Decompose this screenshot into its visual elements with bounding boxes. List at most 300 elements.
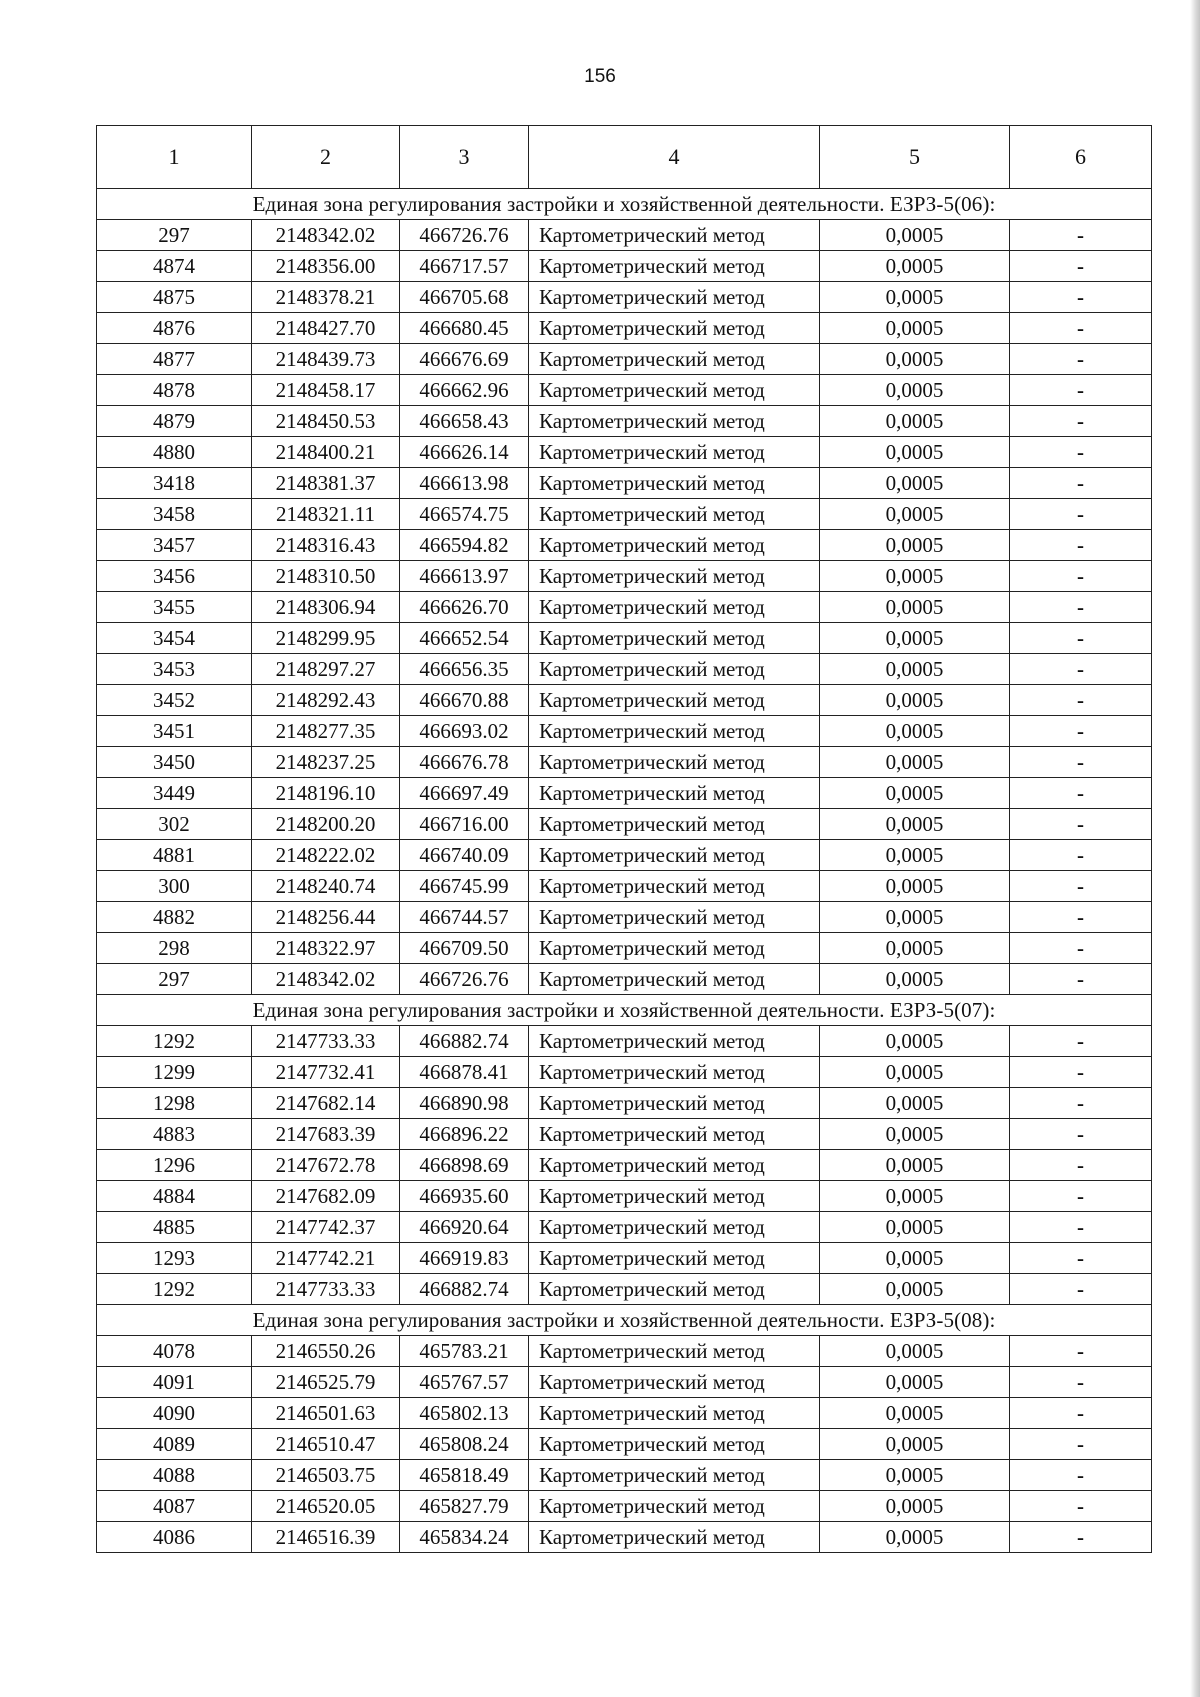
note-cell: - [1010, 406, 1152, 437]
table-row [97, 1181, 1152, 1212]
y-coordinate-cell: 466670.88 [400, 685, 529, 716]
table-row [97, 1429, 1152, 1460]
point-number-cell: 3451 [97, 716, 252, 747]
accuracy-cell: 0,0005 [820, 375, 1010, 406]
table-row [97, 251, 1152, 282]
table-row [97, 1243, 1152, 1274]
table-row [97, 530, 1152, 561]
y-coordinate-cell: 466716.00 [400, 809, 529, 840]
method-cell: Картометрический метод [529, 1398, 820, 1429]
x-coordinate-cell: 2146520.05 [252, 1491, 400, 1522]
x-coordinate-cell: 2147733.33 [252, 1274, 400, 1305]
table-row [97, 1522, 1152, 1553]
x-coordinate-cell: 2148299.95 [252, 623, 400, 654]
accuracy-cell: 0,0005 [820, 313, 1010, 344]
point-number-cell: 4879 [97, 406, 252, 437]
x-coordinate-cell: 2146501.63 [252, 1398, 400, 1429]
section-title-row [97, 995, 1152, 1026]
x-coordinate-cell: 2148310.50 [252, 561, 400, 592]
x-coordinate-cell: 2146525.79 [252, 1367, 400, 1398]
note-cell: - [1010, 1367, 1152, 1398]
point-number-cell: 1292 [97, 1274, 252, 1305]
table-row [97, 406, 1152, 437]
table-row [97, 1026, 1152, 1057]
x-coordinate-cell: 2146503.75 [252, 1460, 400, 1491]
method-cell: Картометрический метод [529, 1057, 820, 1088]
note-cell: - [1010, 654, 1152, 685]
header-cell-1: 1 [97, 126, 252, 189]
method-cell: Картометрический метод [529, 499, 820, 530]
x-coordinate-cell: 2147682.09 [252, 1181, 400, 1212]
table-row [97, 1460, 1152, 1491]
point-number-cell: 298 [97, 933, 252, 964]
y-coordinate-cell: 465827.79 [400, 1491, 529, 1522]
x-coordinate-cell: 2148240.74 [252, 871, 400, 902]
point-number-cell: 4088 [97, 1460, 252, 1491]
point-number-cell: 4089 [97, 1429, 252, 1460]
x-coordinate-cell: 2148237.25 [252, 747, 400, 778]
x-coordinate-cell: 2148322.97 [252, 933, 400, 964]
method-cell: Картометрический метод [529, 1119, 820, 1150]
x-coordinate-cell: 2148306.94 [252, 592, 400, 623]
accuracy-cell: 0,0005 [820, 654, 1010, 685]
table-row [97, 1336, 1152, 1367]
accuracy-cell: 0,0005 [820, 530, 1010, 561]
accuracy-cell: 0,0005 [820, 1181, 1010, 1212]
point-number-cell: 3418 [97, 468, 252, 499]
accuracy-cell: 0,0005 [820, 251, 1010, 282]
note-cell: - [1010, 685, 1152, 716]
table-row [97, 344, 1152, 375]
accuracy-cell: 0,0005 [820, 437, 1010, 468]
accuracy-cell: 0,0005 [820, 1398, 1010, 1429]
method-cell: Картометрический метод [529, 1212, 820, 1243]
table-body [97, 126, 1152, 1553]
accuracy-cell: 0,0005 [820, 871, 1010, 902]
note-cell: - [1010, 530, 1152, 561]
point-number-cell: 1298 [97, 1088, 252, 1119]
point-number-cell: 3450 [97, 747, 252, 778]
y-coordinate-cell: 466676.69 [400, 344, 529, 375]
method-cell: Картометрический метод [529, 840, 820, 871]
section-title: Единая зона регулирования застройки и хозяйственной деятельности. ЕЗРЗ-5(06): [97, 189, 1152, 220]
note-cell: - [1010, 623, 1152, 654]
accuracy-cell: 0,0005 [820, 1026, 1010, 1057]
accuracy-cell: 0,0005 [820, 1212, 1010, 1243]
y-coordinate-cell: 466626.14 [400, 437, 529, 468]
point-number-cell: 4877 [97, 344, 252, 375]
point-number-cell: 297 [97, 220, 252, 251]
table-row [97, 1212, 1152, 1243]
method-cell: Картометрический метод [529, 313, 820, 344]
header-cell-3: 3 [400, 126, 529, 189]
y-coordinate-cell: 466745.99 [400, 871, 529, 902]
point-number-cell: 3452 [97, 685, 252, 716]
y-coordinate-cell: 465818.49 [400, 1460, 529, 1491]
accuracy-cell: 0,0005 [820, 220, 1010, 251]
point-number-cell: 4091 [97, 1367, 252, 1398]
note-cell: - [1010, 220, 1152, 251]
x-coordinate-cell: 2148378.21 [252, 282, 400, 313]
note-cell: - [1010, 1398, 1152, 1429]
note-cell: - [1010, 1522, 1152, 1553]
note-cell: - [1010, 1336, 1152, 1367]
table-row [97, 437, 1152, 468]
point-number-cell: 3449 [97, 778, 252, 809]
note-cell: - [1010, 1057, 1152, 1088]
note-cell: - [1010, 902, 1152, 933]
accuracy-cell: 0,0005 [820, 1057, 1010, 1088]
y-coordinate-cell: 466920.64 [400, 1212, 529, 1243]
point-number-cell: 3457 [97, 530, 252, 561]
point-number-cell: 3455 [97, 592, 252, 623]
note-cell: - [1010, 1274, 1152, 1305]
point-number-cell: 3453 [97, 654, 252, 685]
point-number-cell: 4874 [97, 251, 252, 282]
accuracy-cell: 0,0005 [820, 778, 1010, 809]
note-cell: - [1010, 1491, 1152, 1522]
method-cell: Картометрический метод [529, 344, 820, 375]
y-coordinate-cell: 465783.21 [400, 1336, 529, 1367]
point-number-cell: 1299 [97, 1057, 252, 1088]
y-coordinate-cell: 466935.60 [400, 1181, 529, 1212]
y-coordinate-cell: 465802.13 [400, 1398, 529, 1429]
point-number-cell: 300 [97, 871, 252, 902]
point-number-cell: 4086 [97, 1522, 252, 1553]
point-number-cell: 4884 [97, 1181, 252, 1212]
accuracy-cell: 0,0005 [820, 1088, 1010, 1119]
method-cell: Картометрический метод [529, 282, 820, 313]
y-coordinate-cell: 466740.09 [400, 840, 529, 871]
accuracy-cell: 0,0005 [820, 1460, 1010, 1491]
table-row [97, 1150, 1152, 1181]
section-title-row [97, 1305, 1152, 1336]
point-number-cell: 4885 [97, 1212, 252, 1243]
header-cell-5: 5 [820, 126, 1010, 189]
point-number-cell: 4087 [97, 1491, 252, 1522]
table-row [97, 685, 1152, 716]
x-coordinate-cell: 2148381.37 [252, 468, 400, 499]
accuracy-cell: 0,0005 [820, 1522, 1010, 1553]
note-cell: - [1010, 716, 1152, 747]
note-cell: - [1010, 282, 1152, 313]
x-coordinate-cell: 2148200.20 [252, 809, 400, 840]
point-number-cell: 297 [97, 964, 252, 995]
method-cell: Картометрический метод [529, 1088, 820, 1119]
x-coordinate-cell: 2148222.02 [252, 840, 400, 871]
x-coordinate-cell: 2148321.11 [252, 499, 400, 530]
note-cell: - [1010, 251, 1152, 282]
point-number-cell: 3456 [97, 561, 252, 592]
table-row [97, 778, 1152, 809]
method-cell: Картометрический метод [529, 902, 820, 933]
x-coordinate-cell: 2148292.43 [252, 685, 400, 716]
accuracy-cell: 0,0005 [820, 623, 1010, 654]
note-cell: - [1010, 1088, 1152, 1119]
section-title: Единая зона регулирования застройки и хозяйственной деятельности. ЕЗРЗ-5(07): [97, 995, 1152, 1026]
x-coordinate-cell: 2148277.35 [252, 716, 400, 747]
note-cell: - [1010, 933, 1152, 964]
y-coordinate-cell: 466882.74 [400, 1026, 529, 1057]
x-coordinate-cell: 2146550.26 [252, 1336, 400, 1367]
method-cell: Картометрический метод [529, 623, 820, 654]
method-cell: Картометрический метод [529, 1429, 820, 1460]
x-coordinate-cell: 2148427.70 [252, 313, 400, 344]
table-row [97, 282, 1152, 313]
note-cell: - [1010, 1243, 1152, 1274]
accuracy-cell: 0,0005 [820, 1367, 1010, 1398]
method-cell: Картометрический метод [529, 1522, 820, 1553]
method-cell: Картометрический метод [529, 530, 820, 561]
point-number-cell: 4878 [97, 375, 252, 406]
x-coordinate-cell: 2147683.39 [252, 1119, 400, 1150]
method-cell: Картометрический метод [529, 871, 820, 902]
note-cell: - [1010, 1460, 1152, 1491]
y-coordinate-cell: 466693.02 [400, 716, 529, 747]
note-cell: - [1010, 871, 1152, 902]
y-coordinate-cell: 466613.98 [400, 468, 529, 499]
note-cell: - [1010, 747, 1152, 778]
table-header-row [97, 126, 1152, 189]
accuracy-cell: 0,0005 [820, 809, 1010, 840]
table-row [97, 561, 1152, 592]
y-coordinate-cell: 466652.54 [400, 623, 529, 654]
accuracy-cell: 0,0005 [820, 747, 1010, 778]
point-number-cell: 3458 [97, 499, 252, 530]
table-row [97, 871, 1152, 902]
accuracy-cell: 0,0005 [820, 499, 1010, 530]
x-coordinate-cell: 2148439.73 [252, 344, 400, 375]
table-row [97, 220, 1152, 251]
header-cell-2: 2 [252, 126, 400, 189]
point-number-cell: 302 [97, 809, 252, 840]
accuracy-cell: 0,0005 [820, 344, 1010, 375]
note-cell: - [1010, 964, 1152, 995]
note-cell: - [1010, 778, 1152, 809]
x-coordinate-cell: 2147672.78 [252, 1150, 400, 1181]
header-cell-6: 6 [1010, 126, 1152, 189]
table-row [97, 964, 1152, 995]
note-cell: - [1010, 840, 1152, 871]
page-number: 156 [584, 66, 616, 87]
y-coordinate-cell: 466726.76 [400, 964, 529, 995]
y-coordinate-cell: 466680.45 [400, 313, 529, 344]
accuracy-cell: 0,0005 [820, 933, 1010, 964]
method-cell: Картометрический метод [529, 1181, 820, 1212]
accuracy-cell: 0,0005 [820, 902, 1010, 933]
accuracy-cell: 0,0005 [820, 561, 1010, 592]
accuracy-cell: 0,0005 [820, 406, 1010, 437]
method-cell: Картометрический метод [529, 1336, 820, 1367]
accuracy-cell: 0,0005 [820, 840, 1010, 871]
table-row [97, 654, 1152, 685]
coordinates-table [96, 125, 1152, 1553]
point-number-cell: 1296 [97, 1150, 252, 1181]
y-coordinate-cell: 466882.74 [400, 1274, 529, 1305]
y-coordinate-cell: 466919.83 [400, 1243, 529, 1274]
table-row [97, 592, 1152, 623]
table-row [97, 313, 1152, 344]
y-coordinate-cell: 466890.98 [400, 1088, 529, 1119]
point-number-cell: 4882 [97, 902, 252, 933]
method-cell: Картометрический метод [529, 685, 820, 716]
method-cell: Картометрический метод [529, 561, 820, 592]
accuracy-cell: 0,0005 [820, 1119, 1010, 1150]
note-cell: - [1010, 1119, 1152, 1150]
y-coordinate-cell: 466898.69 [400, 1150, 529, 1181]
accuracy-cell: 0,0005 [820, 964, 1010, 995]
x-coordinate-cell: 2148458.17 [252, 375, 400, 406]
note-cell: - [1010, 1181, 1152, 1212]
point-number-cell: 4078 [97, 1336, 252, 1367]
y-coordinate-cell: 466658.43 [400, 406, 529, 437]
method-cell: Картометрический метод [529, 406, 820, 437]
method-cell: Картометрический метод [529, 592, 820, 623]
note-cell: - [1010, 437, 1152, 468]
point-number-cell: 4883 [97, 1119, 252, 1150]
method-cell: Картометрический метод [529, 964, 820, 995]
y-coordinate-cell: 465808.24 [400, 1429, 529, 1460]
x-coordinate-cell: 2148297.27 [252, 654, 400, 685]
note-cell: - [1010, 375, 1152, 406]
y-coordinate-cell: 466656.35 [400, 654, 529, 685]
y-coordinate-cell: 466662.96 [400, 375, 529, 406]
x-coordinate-cell: 2148342.02 [252, 964, 400, 995]
section-title-row [97, 189, 1152, 220]
method-cell: Картометрический метод [529, 809, 820, 840]
y-coordinate-cell: 466574.75 [400, 499, 529, 530]
point-number-cell: 4090 [97, 1398, 252, 1429]
table-row [97, 499, 1152, 530]
method-cell: Картометрический метод [529, 747, 820, 778]
y-coordinate-cell: 466717.57 [400, 251, 529, 282]
accuracy-cell: 0,0005 [820, 282, 1010, 313]
method-cell: Картометрический метод [529, 1491, 820, 1522]
method-cell: Картометрический метод [529, 468, 820, 499]
x-coordinate-cell: 2147742.21 [252, 1243, 400, 1274]
accuracy-cell: 0,0005 [820, 685, 1010, 716]
method-cell: Картометрический метод [529, 933, 820, 964]
method-cell: Картометрический метод [529, 716, 820, 747]
point-number-cell: 1293 [97, 1243, 252, 1274]
accuracy-cell: 0,0005 [820, 592, 1010, 623]
x-coordinate-cell: 2147733.33 [252, 1026, 400, 1057]
y-coordinate-cell: 466613.97 [400, 561, 529, 592]
accuracy-cell: 0,0005 [820, 1491, 1010, 1522]
table-row [97, 1057, 1152, 1088]
method-cell: Картометрический метод [529, 437, 820, 468]
method-cell: Картометрический метод [529, 1150, 820, 1181]
note-cell: - [1010, 1429, 1152, 1460]
x-coordinate-cell: 2148196.10 [252, 778, 400, 809]
table-row [97, 623, 1152, 654]
x-coordinate-cell: 2148316.43 [252, 530, 400, 561]
y-coordinate-cell: 465767.57 [400, 1367, 529, 1398]
section-title: Единая зона регулирования застройки и хозяйственной деятельности. ЕЗРЗ-5(08): [97, 1305, 1152, 1336]
accuracy-cell: 0,0005 [820, 1274, 1010, 1305]
method-cell: Картометрический метод [529, 654, 820, 685]
y-coordinate-cell: 466726.76 [400, 220, 529, 251]
table-row [97, 1274, 1152, 1305]
table-row [97, 747, 1152, 778]
x-coordinate-cell: 2147742.37 [252, 1212, 400, 1243]
table-row [97, 1088, 1152, 1119]
point-number-cell: 4876 [97, 313, 252, 344]
x-coordinate-cell: 2148256.44 [252, 902, 400, 933]
y-coordinate-cell: 465834.24 [400, 1522, 529, 1553]
y-coordinate-cell: 466744.57 [400, 902, 529, 933]
header-cell-4: 4 [529, 126, 820, 189]
note-cell: - [1010, 1150, 1152, 1181]
y-coordinate-cell: 466676.78 [400, 747, 529, 778]
y-coordinate-cell: 466697.49 [400, 778, 529, 809]
y-coordinate-cell: 466705.68 [400, 282, 529, 313]
point-number-cell: 3454 [97, 623, 252, 654]
method-cell: Картометрический метод [529, 251, 820, 282]
accuracy-cell: 0,0005 [820, 1150, 1010, 1181]
scan-edge-shadow [1190, 0, 1200, 1697]
y-coordinate-cell: 466626.70 [400, 592, 529, 623]
method-cell: Картометрический метод [529, 778, 820, 809]
table-row [97, 1119, 1152, 1150]
method-cell: Картометрический метод [529, 1274, 820, 1305]
accuracy-cell: 0,0005 [820, 716, 1010, 747]
accuracy-cell: 0,0005 [820, 1429, 1010, 1460]
note-cell: - [1010, 468, 1152, 499]
x-coordinate-cell: 2147732.41 [252, 1057, 400, 1088]
table-row [97, 809, 1152, 840]
note-cell: - [1010, 1212, 1152, 1243]
point-number-cell: 4880 [97, 437, 252, 468]
y-coordinate-cell: 466878.41 [400, 1057, 529, 1088]
table-row [97, 1398, 1152, 1429]
table-row [97, 840, 1152, 871]
method-cell: Картометрический метод [529, 375, 820, 406]
note-cell: - [1010, 344, 1152, 375]
accuracy-cell: 0,0005 [820, 1336, 1010, 1367]
x-coordinate-cell: 2146516.39 [252, 1522, 400, 1553]
point-number-cell: 4881 [97, 840, 252, 871]
table-row [97, 1491, 1152, 1522]
method-cell: Картометрический метод [529, 220, 820, 251]
x-coordinate-cell: 2146510.47 [252, 1429, 400, 1460]
x-coordinate-cell: 2148342.02 [252, 220, 400, 251]
method-cell: Картометрический метод [529, 1243, 820, 1274]
note-cell: - [1010, 1026, 1152, 1057]
method-cell: Картометрический метод [529, 1460, 820, 1491]
table-row [97, 716, 1152, 747]
note-cell: - [1010, 592, 1152, 623]
table-row [97, 902, 1152, 933]
accuracy-cell: 0,0005 [820, 1243, 1010, 1274]
table-row [97, 468, 1152, 499]
note-cell: - [1010, 809, 1152, 840]
note-cell: - [1010, 561, 1152, 592]
x-coordinate-cell: 2148356.00 [252, 251, 400, 282]
point-number-cell: 1292 [97, 1026, 252, 1057]
method-cell: Картометрический метод [529, 1026, 820, 1057]
x-coordinate-cell: 2148450.53 [252, 406, 400, 437]
method-cell: Картометрический метод [529, 1367, 820, 1398]
y-coordinate-cell: 466709.50 [400, 933, 529, 964]
table-row [97, 1367, 1152, 1398]
x-coordinate-cell: 2147682.14 [252, 1088, 400, 1119]
note-cell: - [1010, 313, 1152, 344]
table-row [97, 933, 1152, 964]
x-coordinate-cell: 2148400.21 [252, 437, 400, 468]
y-coordinate-cell: 466896.22 [400, 1119, 529, 1150]
accuracy-cell: 0,0005 [820, 468, 1010, 499]
